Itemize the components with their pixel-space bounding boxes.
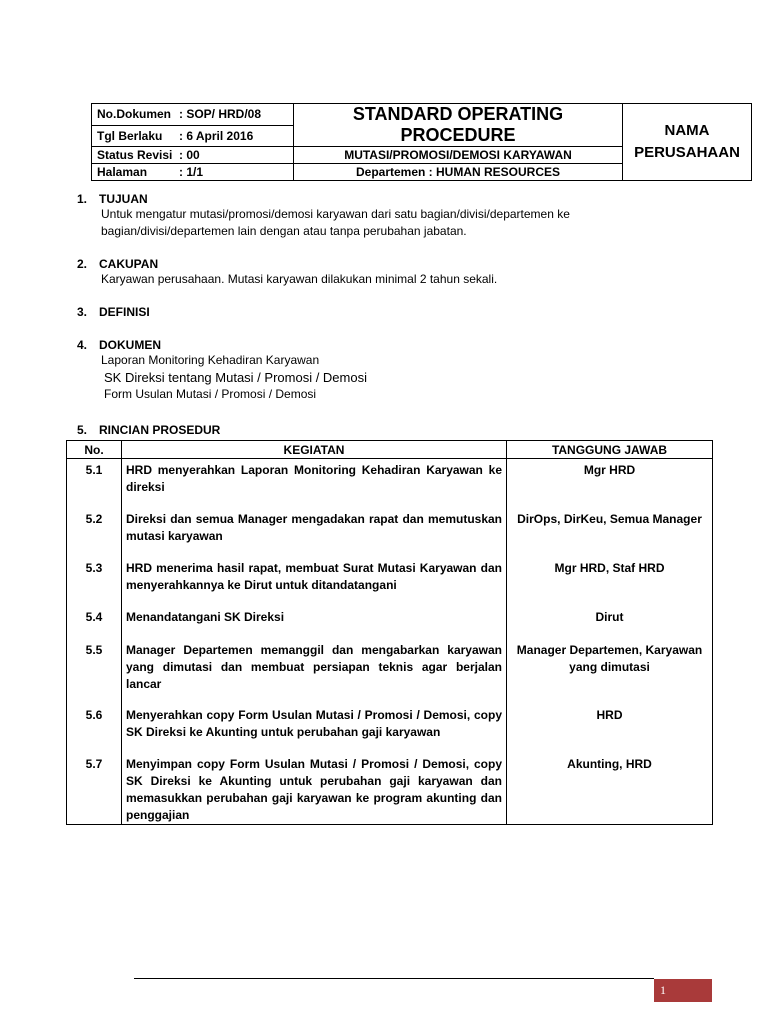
row-number: 5.5 [67, 639, 122, 704]
body-line: Karyawan perusahaan. Mutasi karyawan dilakukan minimal 2 tahun sekali. [101, 272, 498, 286]
section-number: 2. [77, 257, 88, 271]
footer-divider [134, 978, 654, 979]
section-number: 5. [77, 423, 88, 437]
section-heading [77, 257, 677, 271]
table-row [67, 557, 713, 606]
section-heading [77, 305, 677, 319]
row-activity: HRD menyerahkan Laporan Monitoring Kehadiran Karyawan ke direksi [122, 459, 507, 508]
section-title: CAKUPAN [99, 257, 159, 271]
table-row [67, 606, 713, 639]
document-list-item: Form Usulan Mutasi / Promosi / Demosi [104, 387, 317, 401]
page-number-badge: 1 [654, 979, 712, 1002]
procedure-header-row [67, 441, 713, 459]
row-number: 5.1 [67, 459, 122, 508]
company-name [623, 104, 752, 181]
row-activity: Menyimpan copy Form Usulan Mutasi / Promosi / Demosi, copy SK Direksi ke Akunting untuk perubahan gaji karyawan dan memasukkan perubahan gaji karyawan ke program akunting dan penggajian [122, 753, 507, 825]
table-row [67, 704, 713, 753]
row-responsible: Mgr HRD, Staf HRD [507, 557, 713, 606]
section-body [101, 352, 677, 403]
document-title: STANDARD OPERATING PROCEDURE [294, 104, 623, 147]
row-number: 5.7 [67, 753, 122, 825]
meta-revision [92, 147, 294, 164]
section-title: DOKUMEN [99, 338, 161, 352]
row-activity: HRD menerima hasil rapat, membuat Surat Mutasi Karyawan dan menyerahkannya ke Dirut untuk ditandatangani [122, 557, 507, 606]
section-dokumen [77, 338, 677, 403]
section-number: 3. [77, 305, 88, 319]
row-responsible: Mgr HRD [507, 459, 713, 508]
row-activity: Menandatangani SK Direksi [122, 606, 507, 639]
section-definisi [77, 305, 677, 319]
row-number: 5.6 [67, 704, 122, 753]
section-heading [77, 338, 677, 352]
section-number: 4. [77, 338, 88, 352]
table-row [67, 639, 713, 704]
meta-key: Status Revisi [97, 148, 173, 162]
company-line-1: NAMA [664, 122, 710, 139]
row-responsible: DirOps, DirKeu, Semua Manager [507, 508, 713, 557]
section-cakupan [77, 257, 677, 288]
row-number: 5.4 [67, 606, 122, 639]
meta-doc-number [92, 104, 294, 126]
procedure-table [66, 440, 713, 825]
department-label: Departemen : HUMAN RESOURCES [294, 164, 623, 181]
table-row [67, 753, 713, 825]
body-line: Untuk mengatur mutasi/promosi/demosi karyawan dari satu bagian/divisi/departemen ke [101, 207, 570, 221]
section-heading [77, 423, 677, 437]
meta-value: : 00 [179, 148, 200, 162]
column-header-no: No. [67, 441, 122, 459]
meta-value: : 1/1 [179, 165, 204, 179]
row-responsible: Manager Departemen, Karyawan yang dimutasi [507, 639, 713, 704]
row-responsible: Dirut [507, 606, 713, 639]
meta-key: No.Dokumen [97, 107, 172, 122]
row-responsible: HRD [507, 704, 713, 753]
document-subtitle: MUTASI/PROMOSI/DEMOSI KARYAWAN [294, 147, 623, 164]
meta-effective-date [92, 125, 294, 147]
section-body [101, 206, 677, 240]
section-rincian [77, 423, 677, 437]
section-title: DEFINISI [99, 305, 150, 319]
row-activity: Menyerahkan copy Form Usulan Mutasi / Promosi / Demosi, copy SK Direksi ke Akunting untuk perubahan gaji karyawan [122, 704, 507, 753]
section-title: TUJUAN [99, 192, 148, 206]
meta-value: : SOP/ HRD/08 [179, 107, 262, 122]
table-row [67, 459, 713, 508]
document-header [91, 103, 752, 181]
section-body [101, 271, 677, 288]
row-activity: Direksi dan semua Manager mengadakan rapat dan memutuskan mutasi karyawan [122, 508, 507, 557]
section-title: RINCIAN PROSEDUR [99, 423, 221, 437]
row-number: 5.2 [67, 508, 122, 557]
row-number: 5.3 [67, 557, 122, 606]
row-responsible: Akunting, HRD [507, 753, 713, 825]
company-line-2: PERUSAHAAN [634, 144, 740, 161]
row-activity: Manager Departemen memanggil dan mengabarkan karyawan yang dimutasi dan membuat persiapan teknis agar berjalan lancar [122, 639, 507, 704]
table-row [67, 508, 713, 557]
meta-key: Tgl Berlaku [97, 128, 163, 143]
section-heading [77, 192, 677, 206]
document-list-item: Laporan Monitoring Kehadiran Karyawan [101, 353, 320, 367]
section-number: 1. [77, 192, 88, 206]
column-header-responsible: TANGGUNG JAWAB [507, 441, 713, 459]
meta-value: : 6 April 2016 [179, 128, 254, 143]
meta-key: Halaman [97, 165, 148, 179]
meta-page [92, 164, 294, 181]
section-tujuan [77, 192, 677, 240]
body-line: bagian/divisi/departemen lain dengan atau tanpa perubahan jabatan. [101, 224, 467, 238]
column-header-activity: KEGIATAN [122, 441, 507, 459]
document-list-item: SK Direksi tentang Mutasi / Promosi / Demosi [104, 370, 367, 385]
